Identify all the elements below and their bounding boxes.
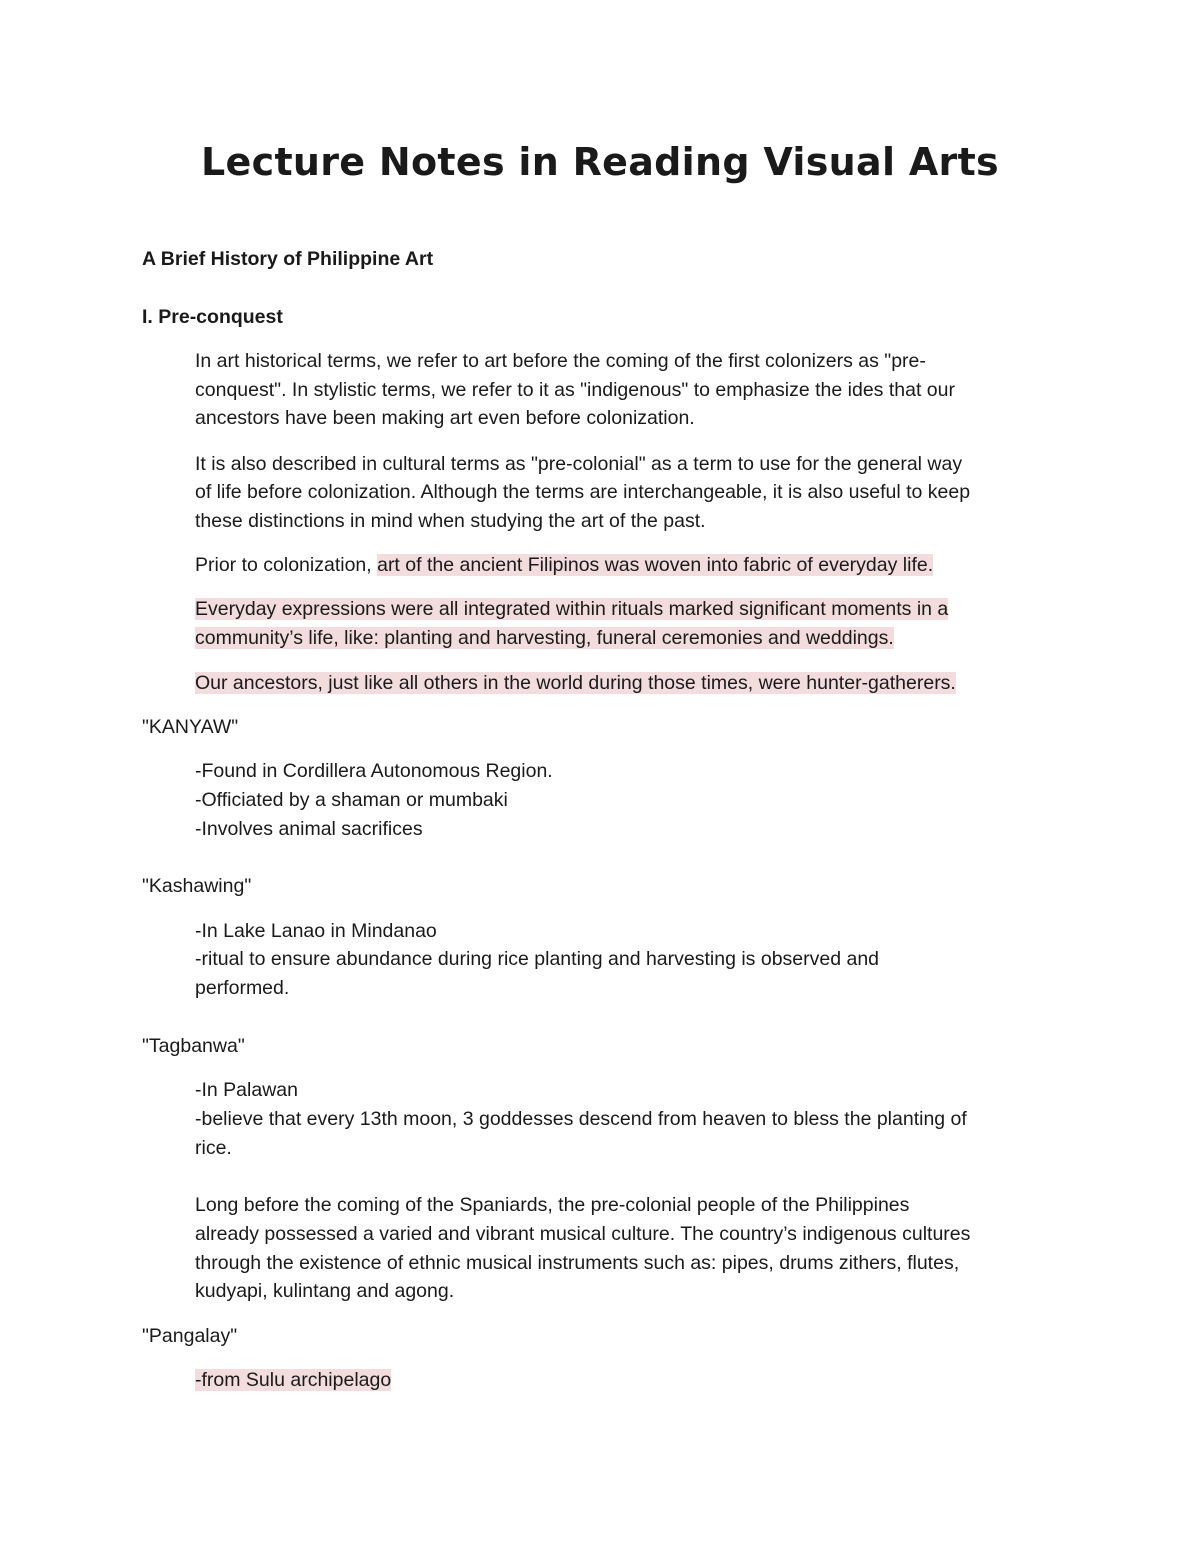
paragraph-line — [195, 551, 933, 580]
document-title: Lecture Notes in Reading Visual Arts — [201, 140, 999, 184]
highlighted-text: art of the ancient Filipinos was woven into fabric of everyday life. — [377, 554, 934, 576]
list-item: -In Lake Lanao in Mindanao — [195, 920, 437, 942]
paragraph-line: Long before the coming of the Spaniards, the pre-colonial people of the Philippines — [195, 1194, 910, 1216]
paragraph-line: already possessed a varied and vibrant musical culture. The country’s indigenous cultures — [195, 1223, 971, 1245]
list-item: -Found in Cordillera Autonomous Region. — [195, 760, 553, 782]
paragraph-prefix: Prior to colonization, — [195, 554, 372, 576]
list-item: performed. — [195, 977, 290, 999]
paragraph-line: conquest". In stylistic terms, we refer to it as "indigenous" to emphasize the ides that our — [195, 379, 955, 401]
paragraph-line: these distinctions in mind when studying the art of the past. — [195, 510, 706, 532]
paragraph-line: In art historical terms, we refer to art before the coming of the first colonizers as "pre- — [195, 350, 926, 372]
kanyaw-heading: "KANYAW" — [142, 716, 239, 738]
list-item: -In Palawan — [195, 1079, 298, 1101]
list-item — [195, 1366, 391, 1395]
paragraph-line: kudyapi, kulintang and agong. — [195, 1280, 455, 1302]
paragraph-line: ancestors have been making art even before colonization. — [195, 407, 695, 429]
list-item: -Involves animal sacrifices — [195, 818, 423, 840]
list-item: rice. — [195, 1137, 232, 1159]
list-item: -ritual to ensure abundance during rice planting and harvesting is observed and — [195, 948, 880, 970]
paragraph-line — [195, 595, 948, 624]
paragraph-line — [195, 669, 956, 698]
paragraph-line: through the existence of ethnic musical instruments such as: pipes, drums zithers, flutes, — [195, 1252, 960, 1274]
paragraph-line: of life before colonization. Although the terms are interchangeable, it is also useful to keep — [195, 481, 971, 503]
section-heading: I. Pre-conquest — [142, 306, 283, 328]
paragraph-line — [195, 624, 894, 653]
list-item: -Officiated by a shaman or mumbaki — [195, 789, 508, 811]
highlighted-text: Everyday expressions were all integrated within rituals marked significant moments in a — [195, 598, 949, 620]
paragraph-line: It is also described in cultural terms as "pre-colonial" as a term to use for the general way — [195, 453, 963, 475]
highlighted-text: -from Sulu archipelago — [195, 1369, 392, 1391]
tagbanwa-heading: "Tagbanwa" — [142, 1035, 245, 1057]
highlighted-text: Our ancestors, just like all others in the world during those times, were hunter-gatherers. — [195, 672, 956, 694]
kashawing-heading: "Kashawing" — [142, 875, 252, 897]
pangalay-heading: "Pangalay" — [142, 1325, 238, 1347]
document-subtitle: A Brief History of Philippine Art — [142, 248, 434, 270]
highlighted-text: community’s life, like: planting and harvesting, funeral ceremonies and weddings. — [195, 627, 894, 649]
list-item: -believe that every 13th moon, 3 goddesses descend from heaven to bless the planting of — [195, 1108, 967, 1130]
